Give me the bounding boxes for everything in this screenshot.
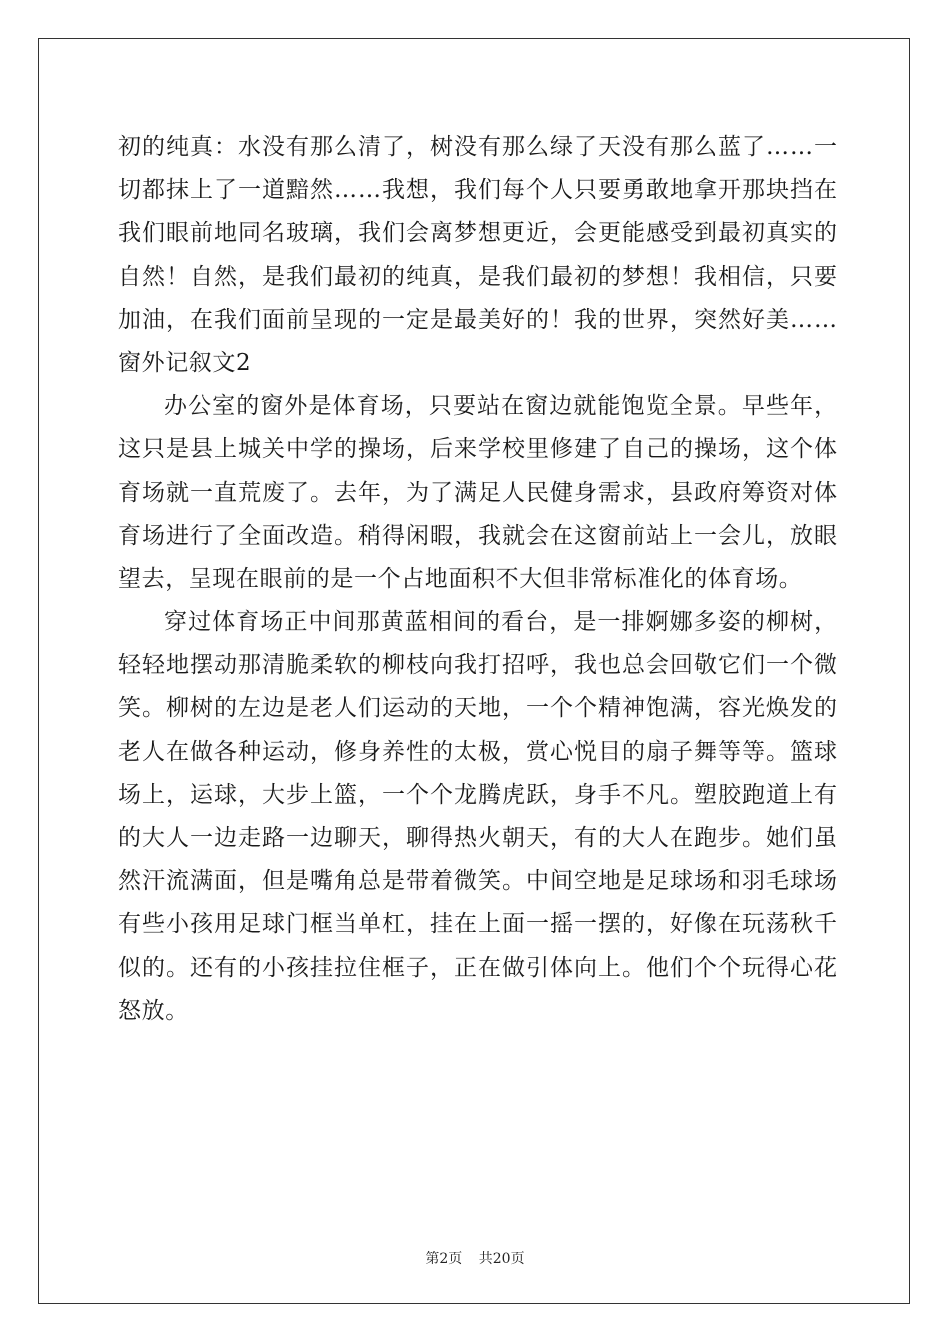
- text-line: 有 些 小 孩 用 足 球 门 框 当 单 杠 ， 挂 在 上 面 一 摇 一 摆 的 ， 好 像 在 玩 荡 秋 千: [118, 911, 838, 938]
- page-total: 共20页: [478, 1251, 525, 1267]
- text-line: 然 汗 流 满 面 ， 但 是 嘴 角 总 是 带 着 微 笑 。 中 间 空 地 是 足 球 场 和 羽 毛 球 场: [118, 868, 838, 895]
- text-line: 的 大 人 一 边 走 路 一 边 聊 天 ， 聊 得 热 火 朝 天 ， 有 的 大 人 在 跑 步 。 她 们 虽: [118, 825, 838, 851]
- text-line: 笑 。 柳 树 的 左 边 是 老 人 们 运 动 的 天 地 ， 一 个 个 精 神 饱 满 ， 容 光 焕 发 的: [118, 695, 838, 722]
- text-line: 穿 过 体 育 场 正 中 间 那 黄 蓝 相 间 的 看 台 ， 是 一 排 婀 娜 多 姿 的 柳 树 ，: [164, 609, 838, 636]
- text-line: 老 人 在 做 各 种 运 动 ， 修 身 养 性 的 太 极 ， 赏 心 悦 目 的 扇 子 舞 等 等 。 篮 球: [118, 738, 838, 765]
- text-line: 窗外记叙文2: [118, 349, 252, 376]
- page-footer: [0, 1248, 950, 1268]
- text-line: 育 场 进 行 了 全 面 改 造 。 稍 得 闲 暇 ， 我 就 会 在 这 窗 前 站 上 一 会 儿 ， 放 眼: [118, 522, 838, 549]
- text-line: 办 公 室 的 窗 外 是 体 育 场 ， 只 要 站 在 窗 边 就 能 饱 览 全 景 。 早 些 年 ，: [164, 393, 838, 420]
- text-line: 似 的 。 还 有 的 小 孩 挂 拉 住 框 子 ， 正 在 做 引 体 向 上 。 他 们 个 个 玩 得 心 花: [118, 954, 838, 981]
- text-line: 望去，呈现在眼前的是一个占地面积不大但非常标准化的体育场。: [118, 565, 803, 592]
- text-line: 自 然 ！ 自 然 ， 是 我 们 最 初 的 纯 真 ， 是 我 们 最 初 的 梦 想 ！ 我 相 信 ， 只 要: [118, 263, 838, 290]
- text-line: 怒放。: [118, 997, 189, 1024]
- text-line: 初 的 纯 真 ： 水 没 有 那 么 清 了 ， 树 没 有 那 么 绿 了 天 没 有 那 么 蓝 了 … … 一: [118, 134, 838, 160]
- text-line: 加 油 ， 在 我 们 面 前 呈 现 的 一 定 是 最 美 好 的 ！ 我 的 世 界 ， 突 然 好 美 … …: [118, 306, 838, 333]
- text-line: 轻 轻 地 摆 动 那 清 脆 柔 软 的 柳 枝 向 我 打 招 呼 ， 我 也 总 会 回 敬 它 们 一 个 微: [118, 652, 838, 679]
- text-line: 场 上 ， 运 球 ， 大 步 上 篮 ， 一 个 个 龙 腾 虎 跃 ， 身 手 不 凡 。 塑 胶 跑 道 上 有: [118, 781, 838, 808]
- text-line: 我 们 眼 前 地 同 名 玻 璃 ， 我 们 会 离 梦 想 更 近 ， 会 更 能 感 受 到 最 初 真 实 的: [118, 220, 838, 247]
- document-body: [118, 126, 838, 1033]
- text-line: 切 都 抹 上 了 一 道 黯 然 … … 我 想 ， 我 们 每 个 人 只 要 勇 敢 地 拿 开 那 块 挡 在: [118, 177, 838, 204]
- page-number: 第2页: [425, 1251, 463, 1267]
- text-line: 育 场 就 一 直 荒 废 了 。 去 年 ， 为 了 满 足 人 民 健 身 需 求 ， 县 政 府 筹 资 对 体: [118, 479, 838, 506]
- text-line: 这 只 是 县 上 城 关 中 学 的 操 场 ， 后 来 学 校 里 修 建 了 自 己 的 操 场 ， 这 个 体: [118, 436, 838, 463]
